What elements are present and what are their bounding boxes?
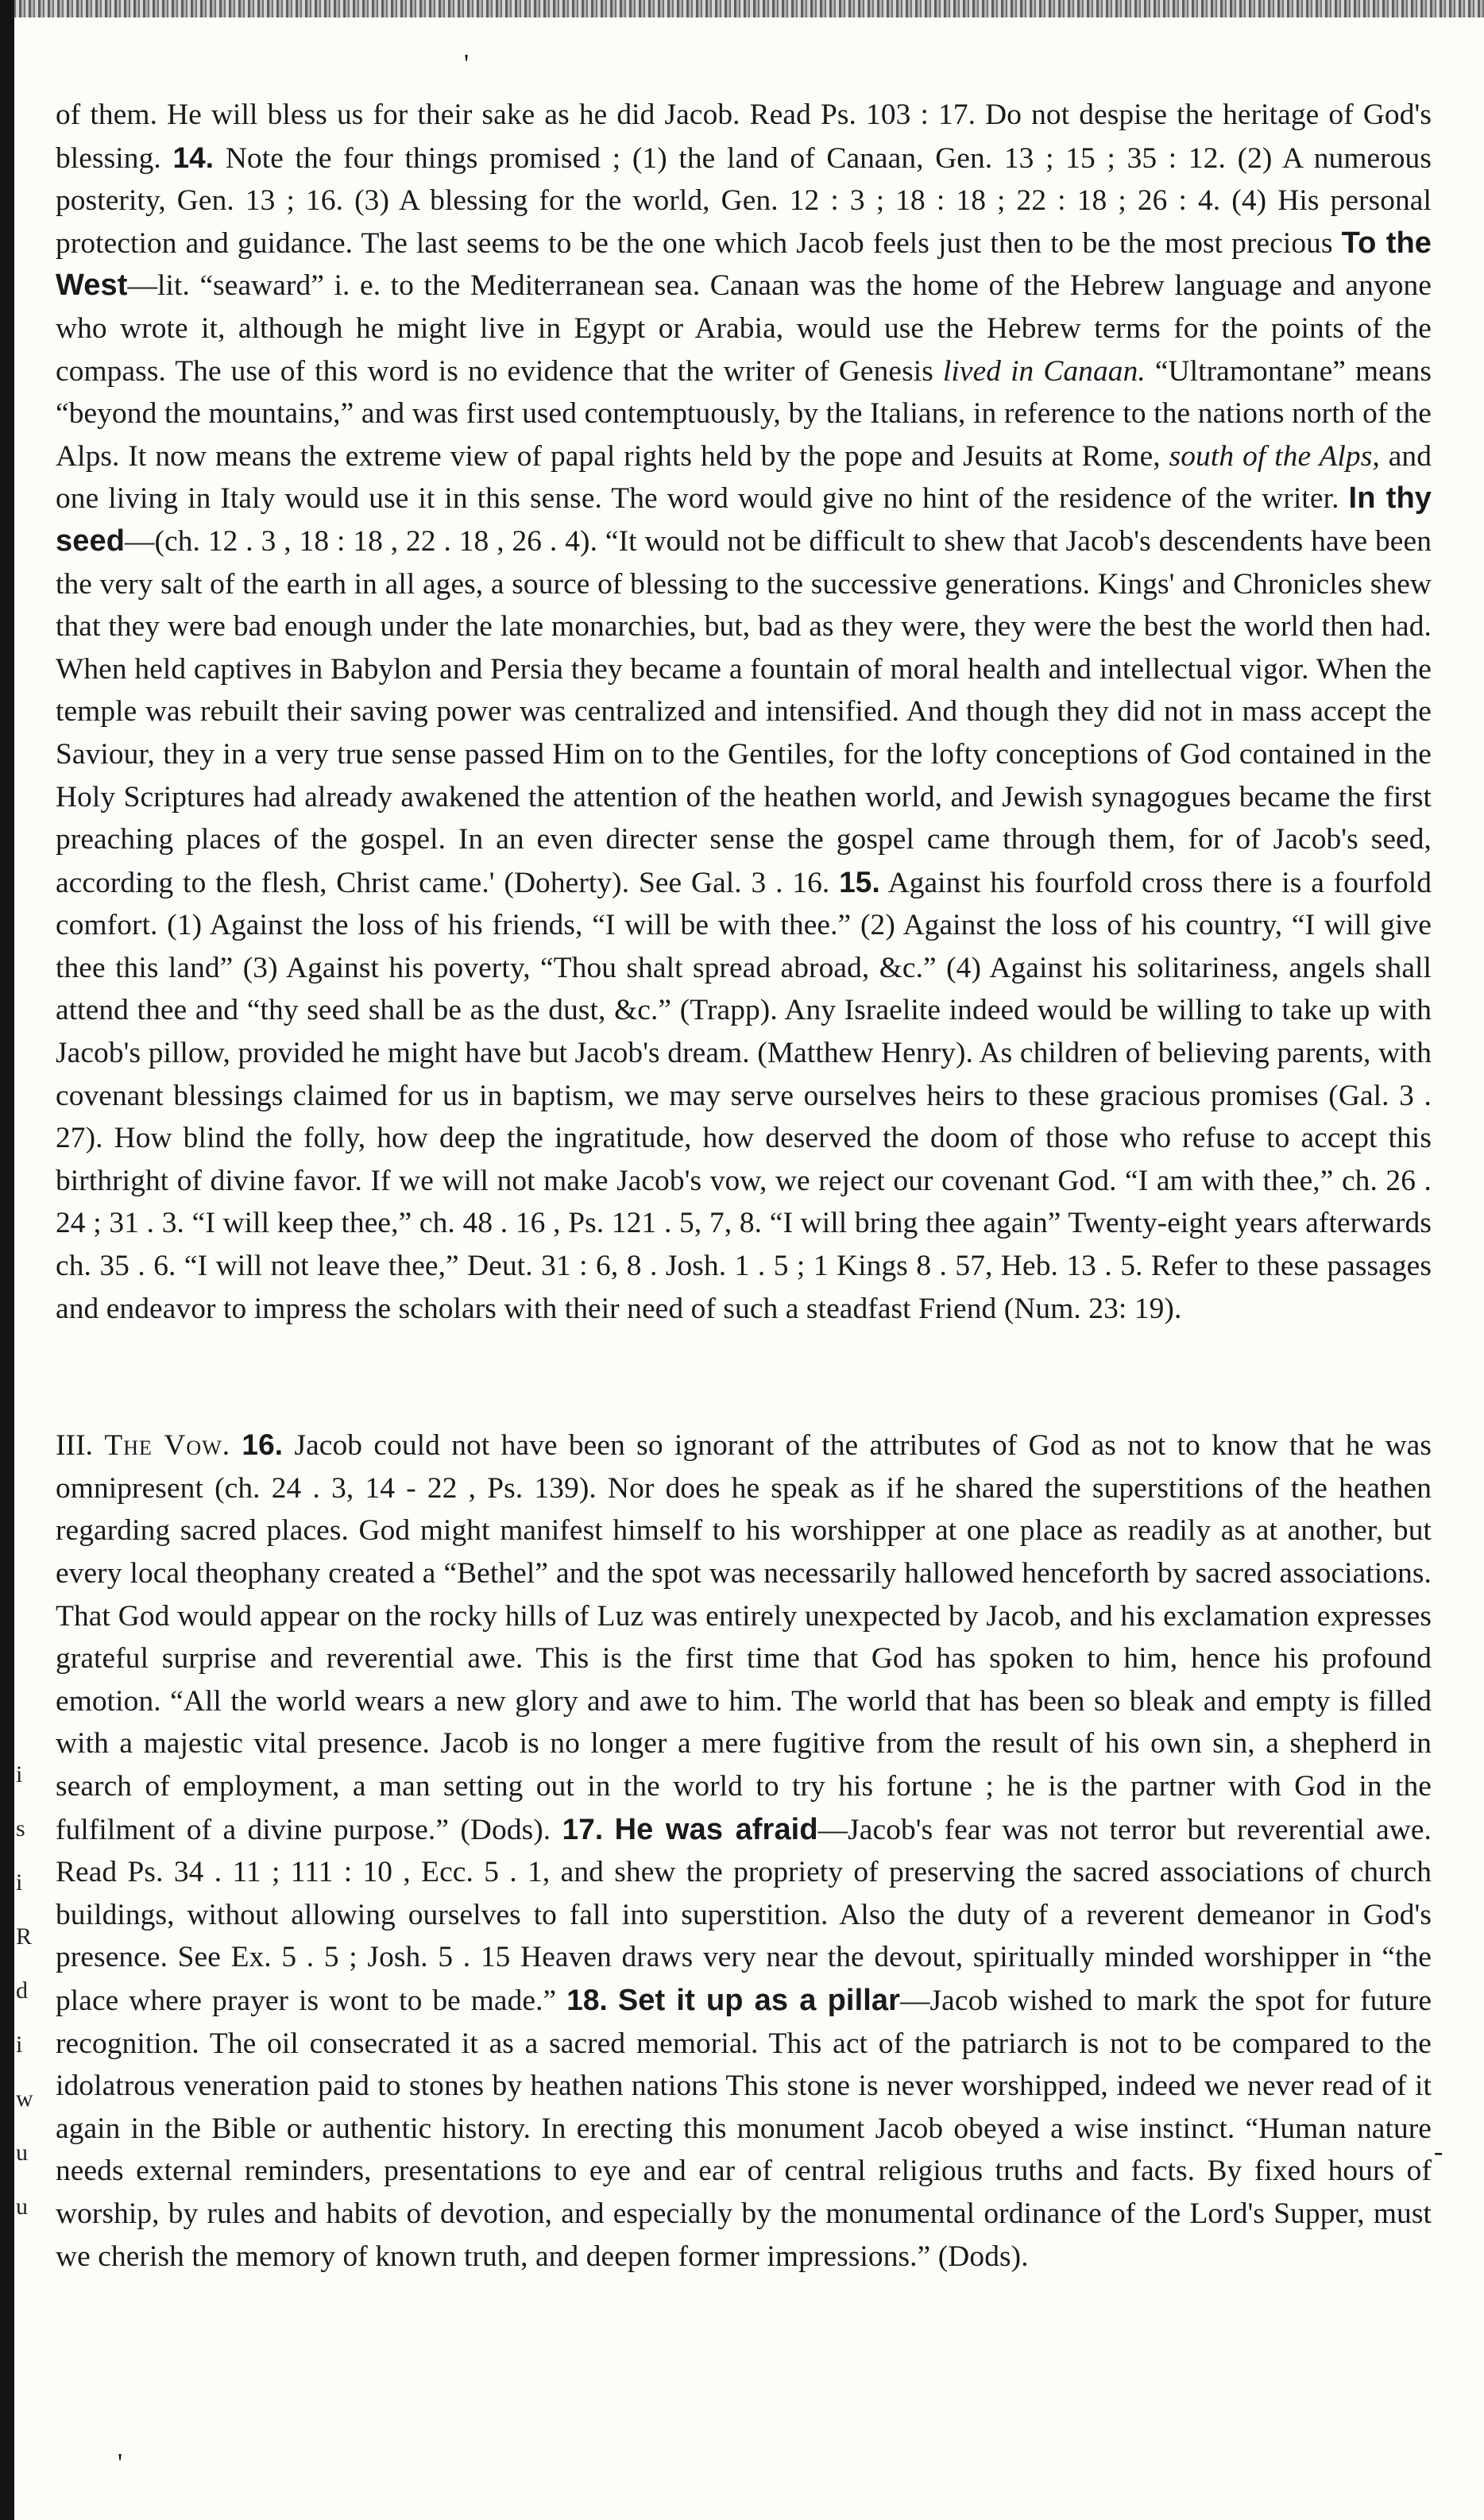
verse-number: 17. <box>562 1812 604 1846</box>
margin-mark: u <box>16 2139 28 2166</box>
margin-mark: R <box>16 1923 33 1950</box>
verse-number: 18. <box>566 1983 608 2016</box>
margin-mark: s <box>16 1815 25 1842</box>
margin-mark: d <box>16 1977 28 2004</box>
page-text <box>56 94 1432 2278</box>
keyword: To the West <box>56 226 1432 303</box>
commentary-paragraph-promises <box>56 94 1432 1330</box>
section-numeral: III. <box>56 1429 94 1463</box>
margin-mark: w <box>16 2085 33 2112</box>
body-text: Jacob could not have been so ignorant of the attributes of God as not to know that he was omnipresent (ch. 24 . 3, 14 - 22 , Ps. 139). Nor does he speak as if he shared the superstitions of the heathen regarding sacred places. God might manifest himself to his worshipper at one place as readily as at another, but every local theophany created a “Bethel” and the spot was necessarily hallowed henceforth by sacred associations. That God would appear on the rocky hills of Luz was entirely unexpected by Jacob, and his exclamation expresses grateful surprise and reverential awe. This is the first time that God has spoken to him, hence his profound emotion. “All the world wears a new glory and awe to him. The world that has been so bleak and empty is filled with a majestic vital presence. Jacob is no longer a mere fugitive from the result of his own sin, a shepherd in search of employment, a man setting out in the world to try his fortune ; he is the partner with God in the fulfilment of a divine purpose.” (Dods). <box>56 1429 1432 1846</box>
italic-text: lived in Canaan. <box>942 354 1146 388</box>
margin-marks <box>16 1748 32 2234</box>
verse-number: 14. <box>172 141 214 174</box>
stray-mark-top: ' <box>464 49 470 79</box>
commentary-paragraph-vow <box>56 1424 1432 2278</box>
keyword: Set it up as a pillar <box>617 1983 901 2017</box>
scan-top-edge <box>0 0 1484 17</box>
body-text: —Jacob's fear was not terror but reverential awe. Read Ps. 34 . 11 ; 111 : 10 , Ecc. 5 . 1, and shew the propriety of preserving the sacred associations of church buildings, without allowing ourselves to fall into superstition. Also the duty of a reverent demeanor in God's presence. See Ex. 5 . 5 ; Josh. 5 . 15 Heaven draws very near the devout, spiritually minded worshipper in “the place where prayer is wont to be made.” <box>56 1813 1432 2017</box>
binding-shadow <box>0 0 14 2520</box>
margin-mark: i <box>16 2031 23 2058</box>
italic-text: south of the Alps, <box>1169 439 1380 473</box>
verse-number: 16. <box>242 1428 284 1462</box>
body-text: of them. He will bless us for their sake as he did Jacob. Read Ps. 103 : 17. Do not despise the heritage of God's blessing. <box>56 99 1432 175</box>
body-text: and one living in Italy would use it in this sense. The word would give no hint of the residence of the writer. <box>56 439 1432 516</box>
keyword: In thy seed <box>56 481 1432 558</box>
body-text: —Jacob wished to mark the spot for future recognition. The oil consecrated it as a sacred memorial. This act of the patriarch is not to be compared to the idolatrous veneration paid to stones by heathen nations This stone is never worshipped, indeed we never read of it again in the Bible or authentic history. In erecting this monument Jacob obeyed a wise instinct. “Human nature needs external reminders, presentations to eye and ear of central religious truths and facts. By fixed hours of worship, by rules and habits of devotion, and especially by the monumental ordinance of the Lord's Supper, must we cherish the memory of known truth, and deepen former impressions.” (Dods). <box>56 1984 1432 2273</box>
body-text: Note the four things promised ; (1) the land of Canaan, Gen. 13 ; 15 ; 35 : 12. (2) A numerous posterity, Gen. 13 ; 16. (3) A blessing for the world, Gen. 12 : 3 ; 18 : 18 ; 22 : 18 ; 26 : 4. (4) His personal protection and guidance. The last seems to be the one which Jacob feels just then to be the most precious <box>56 141 1432 260</box>
body-text: Against his fourfold cross there is a fourfold comfort. (1) Against the loss of his friends, “I will be with thee.” (2) Against the loss of his country, “I will give thee this land” (3) Against his poverty, “Thou shalt spread abroad, &c.” (4) Against his solitariness, angels shall attend thee and “thy seed shall be as the dust, &c.” (Trapp). Any Israelite indeed would be willing to take up with Jacob's pillow, provided he might have but Jacob's dream. (Matthew Henry). As children of believing parents, with covenant blessings claimed for us in baptism, we may serve ourselves heirs to these gracious promises (Gal. 3 . 27). How blind the folly, how deep the ingratitude, how deserved the doom of those who refuse to accept this birthright of divine favor. If we will not make Jacob's vow, we reject our covenant God. “I am with thee,” ch. 26 . 24 ; 31 . 3. “I will keep thee,” ch. 48 . 16 , Ps. 121 . 5, 7, 8. “I will bring thee again” Twenty-eight years afterwards ch. 35 . 6. “I will not leave thee,” Deut. 31 : 6, 8 . Josh. 1 . 5 ; 1 Kings 8 . 57, Heb. 13 . 5. Refer to these passages and endeavor to impress the scholars with their need of such a steadfast Friend (Num. 23: 19). <box>56 866 1432 1325</box>
margin-mark: i <box>16 1761 23 1788</box>
margin-mark: u <box>16 2193 28 2220</box>
section-heading: The Vow. <box>104 1429 231 1463</box>
margin-mark: i <box>16 1869 23 1896</box>
keyword: He was afraid <box>614 1812 818 1846</box>
stray-mark-dash: - <box>1434 2137 1443 2166</box>
body-text: —lit. “seaward” i. e. to the Mediterranean sea. Canaan was the home of the Hebrew language and anyone who wrote it, although he might live in Egypt or Arabia, would use the Hebrew terms for the points of the compass. The use of this word is no evidence that the writer of Genesis <box>56 269 1432 388</box>
body-text: “Ultramontane” means “beyond the mountains,” and was first used contemptuously, by the Italians, in reference to the nations north of the Alps. It now means the extreme view of papal rights held by the pope and Jesuits at Rome, <box>56 354 1432 473</box>
body-text: —(ch. 12 . 3 , 18 : 18 , 22 . 18 , 26 . 4). “It would not be difficult to shew that Jacob's descendents have been the very salt of the earth in all ages, a source of blessing to the successive generations. Kings' and Chronicles shew that they were bad enough under the late monarchies, but, bad as they were, they were the best the world then had. When held captives in Babylon and Persia they became a fountain of moral health and intellectual vigor. When the temple was rebuilt their saving power was centralized and intensified. And though they did not in mass accept the Saviour, they in a very true sense passed Him on to the Gentiles, for the lofty conceptions of God contained in the Holy Scriptures had already awakened the attention of the heathen world, and Jewish synagogues became the first preaching places of the gospel. In an even directer sense the gospel came through them, for of Jacob's seed, according to the flesh, Christ came.' (Doherty). See Gal. 3 . 16. <box>56 524 1432 899</box>
verse-number: 15. <box>839 865 880 899</box>
stray-mark-bottom: ' <box>118 2448 123 2478</box>
